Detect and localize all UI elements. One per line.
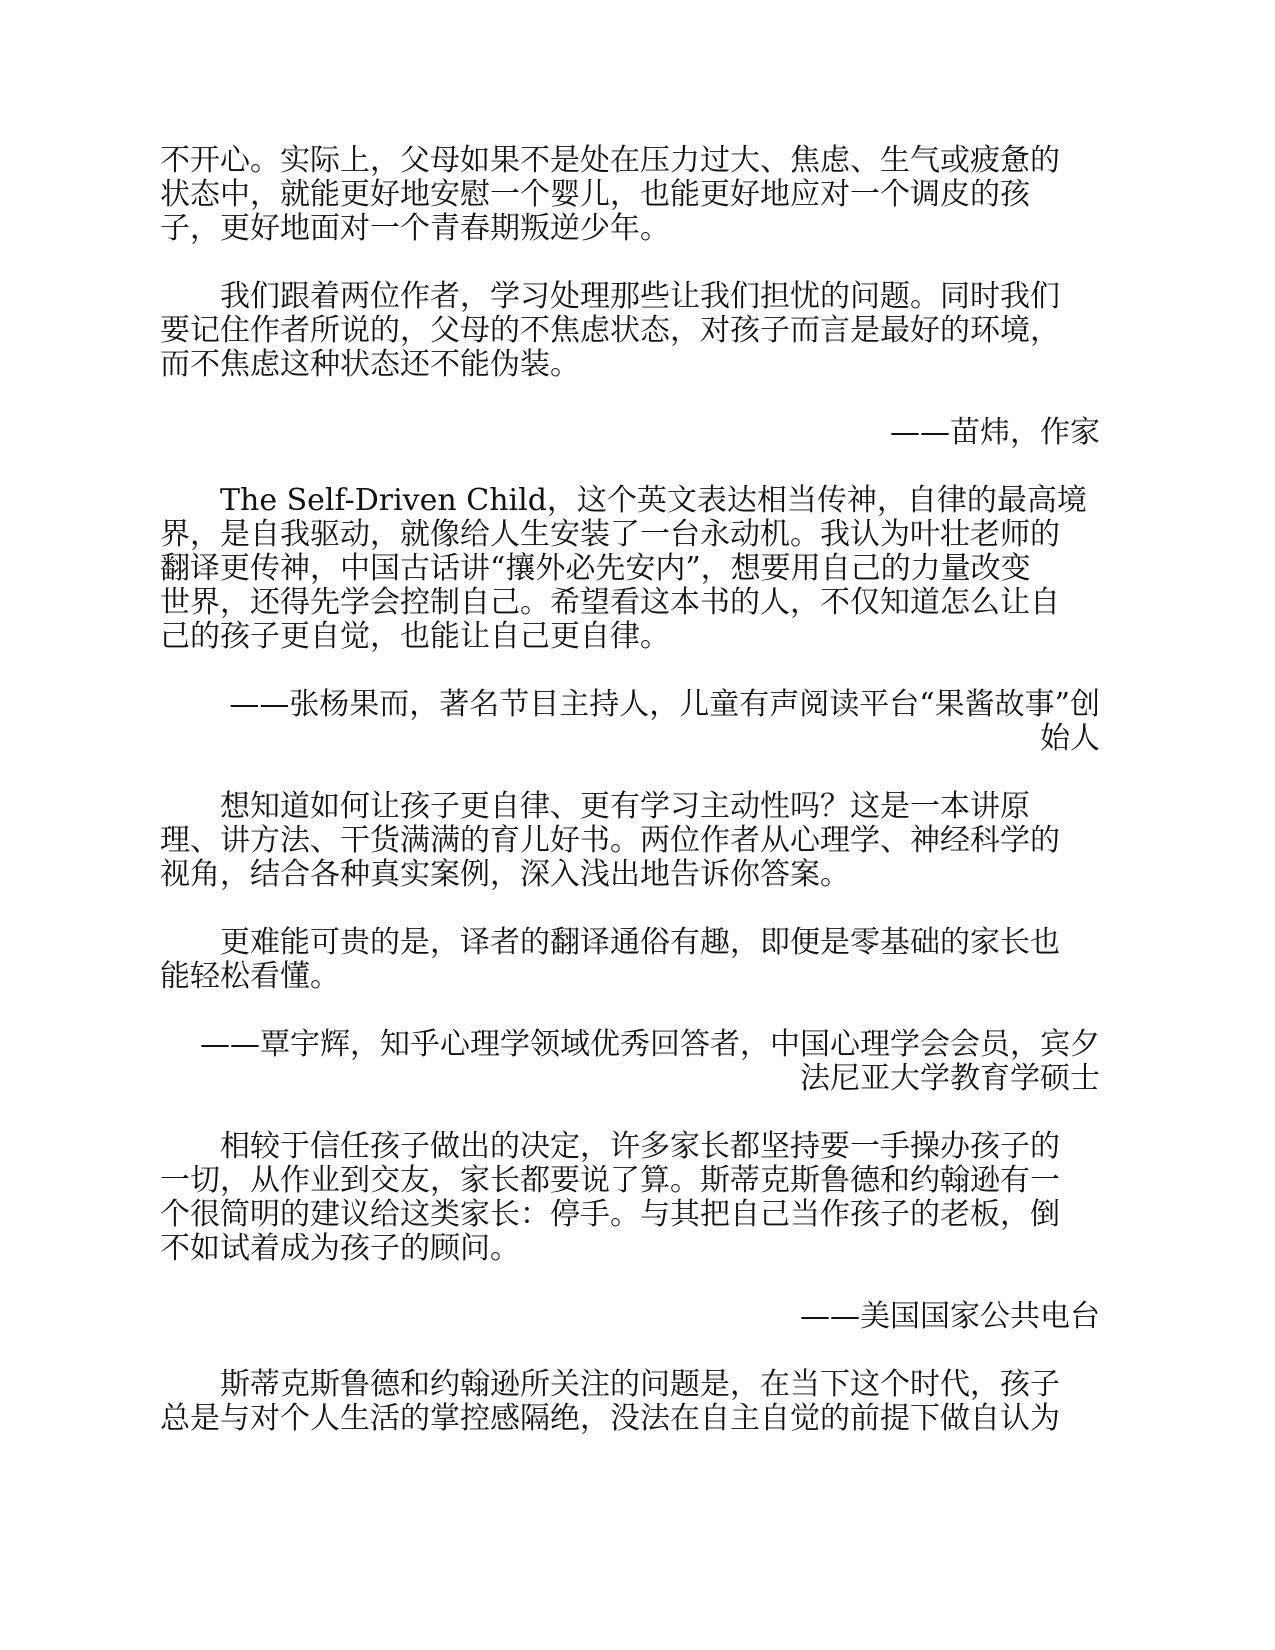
document-page [160,144,1100,1470]
text-line: 能轻松看懂。 [160,959,340,994]
paragraph-review-qinyuhui-2 [160,926,1100,994]
text-line: The Self-Driven Child，这个英文表达相当传神，自律的最高境 [220,483,1087,518]
attribution-line: ——苗炜，作家 [890,415,1100,450]
attribution-line: 始人 [1040,721,1100,756]
text-line: 相较于信任孩子做出的决定，许多家长都坚持要一手操办孩子的 [220,1129,1060,1164]
text-line: 翻译更传神，中国古话讲“攘外必先安内”，想要用自己的力量改变 [160,551,1031,586]
text-line: 想知道如何让孩子更自律、更有学习主动性吗？这是一本讲原 [220,789,1030,824]
attribution-line: ——覃宇辉，知乎心理学领域优秀回答者，中国心理学会会员，宾夕 [200,1027,1100,1062]
attribution-zhangyangguoer [160,688,1100,756]
text-line: 个很简明的建议给这类家长：停手。与其把自己当作孩子的老板，倒 [160,1197,1060,1232]
attribution-line: 法尼亚大学教育学硕士 [800,1061,1100,1096]
text-line: 界，是自我驱动，就像给人生安装了一台永动机。我认为叶壮老师的 [160,517,1060,552]
text-line: 总是与对个人生活的掌控感隔绝，没法在自主自觉的前提下做自认为 [160,1401,1060,1436]
paragraph-review-final [160,1368,1100,1436]
attribution-line: ——张杨果而，著名节目主持人，儿童有声阅读平台“果酱故事”创 [229,687,1100,722]
text-line: 视角，结合各种真实案例，深入浅出地告诉你答案。 [160,857,850,892]
text-line: 子，更好地面对一个青春期叛逆少年。 [160,211,670,246]
text-line: 理、讲方法、干货满满的育儿好书。两位作者从心理学、神经科学的 [160,823,1060,858]
attribution-miaowei [160,416,1100,450]
text-line: 不如试着成为孩子的顾问。 [160,1231,520,1266]
paragraph-review-miaowei [160,280,1100,382]
text-line: 世界，还得先学会控制自己。希望看这本书的人，不仅知道怎么让自 [160,585,1060,620]
paragraph-continuation [160,144,1100,246]
text-line: 要记住作者所说的，父母的不焦虑状态，对孩子而言是最好的环境， [160,313,1060,348]
text-line: 不开心。实际上，父母如果不是处在压力过大、焦虑、生气或疲惫的 [160,143,1060,178]
text-line: 斯蒂克斯鲁德和约翰逊所关注的问题是，在当下这个时代，孩子 [220,1367,1060,1402]
attribution-npr [160,1300,1100,1334]
paragraph-review-npr [160,1130,1100,1266]
paragraph-review-qinyuhui-1 [160,790,1100,892]
text-line: 己的孩子更自觉，也能让自己更自律。 [160,619,670,654]
text-line: 而不焦虑这种状态还不能伪装。 [160,347,580,382]
attribution-line: ——美国国家公共电台 [800,1299,1100,1334]
text-line: 一切，从作业到交友，家长都要说了算。斯蒂克斯鲁德和约翰逊有一 [160,1163,1060,1198]
text-line: 更难能可贵的是，译者的翻译通俗有趣，即便是零基础的家长也 [220,925,1060,960]
text-line: 状态中，就能更好地安慰一个婴儿，也能更好地应对一个调皮的孩 [160,177,1030,212]
text-line: 我们跟着两位作者，学习处理那些让我们担忧的问题。同时我们 [220,279,1060,314]
paragraph-review-zhangyangguoer [160,484,1100,654]
attribution-qinyuhui [160,1028,1100,1096]
